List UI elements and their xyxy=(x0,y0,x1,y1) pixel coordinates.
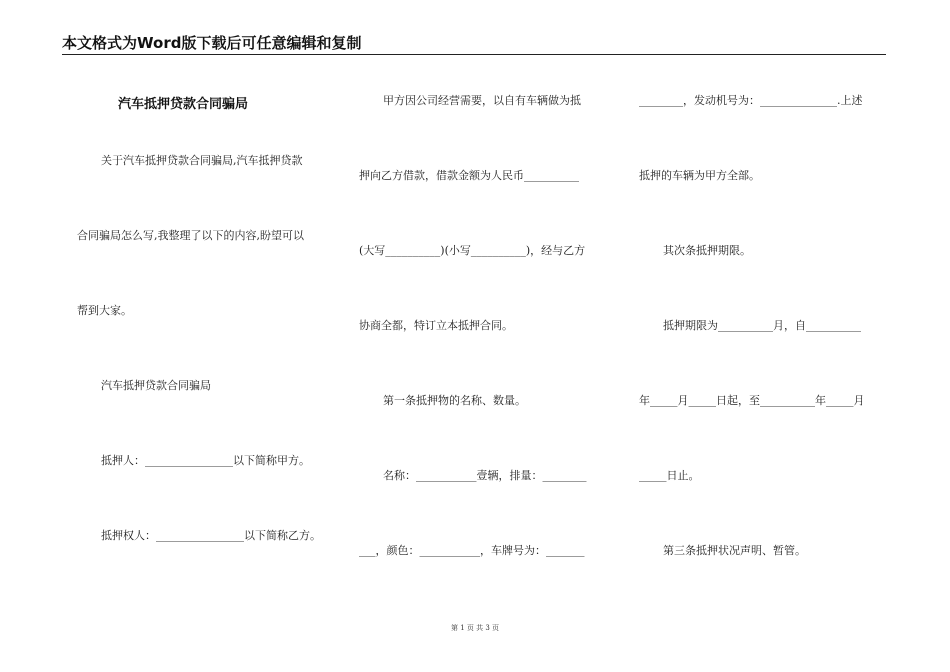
col2-line-6: 名称：___________壹辆，排量：________ xyxy=(383,469,587,482)
col3-line-6: _____日止。 xyxy=(639,469,700,482)
col1-line-5: 抵押人：________________以下简称甲方。 xyxy=(101,454,310,467)
header-divider xyxy=(62,54,886,55)
col3-line-1: ________，发动机号为：______________.上述 xyxy=(639,94,863,107)
col3-line-2: 抵押的车辆为甲方全部。 xyxy=(639,169,760,182)
col1-line-6: 抵押权人：________________以下简称乙方。 xyxy=(101,529,321,542)
col1-line-2: 合同骗局怎么写,我整理了以下的内容,盼望可以 xyxy=(77,229,304,242)
col1-line-3: 帮到大家。 xyxy=(77,304,132,317)
col1-line-1: 关于汽车抵押贷款合同骗局,汽车抵押贷款 xyxy=(101,154,303,167)
col2-line-5: 第一条抵押物的名称、数量。 xyxy=(383,394,526,407)
document-title: 汽车抵押贷款合同骗局 xyxy=(118,97,249,112)
col1-line-4: 汽车抵押贷款合同骗局 xyxy=(101,379,211,392)
page-number: 第 1 页 共 3 页 xyxy=(450,624,500,632)
col3-line-5: 年_____月_____日起，至__________年_____月 xyxy=(639,394,865,407)
col2-line-1: 甲方因公司经营需要，以自有车辆做为抵 xyxy=(383,94,581,107)
col2-line-7: ___，颜色：___________，车牌号为：_______ xyxy=(359,544,585,557)
col2-line-4: 协商全都，特订立本抵押合同。 xyxy=(359,319,513,332)
col3-line-7: 第三条抵押状况声明、暂管。 xyxy=(663,544,806,557)
col3-line-4: 抵押期限为__________月，自__________ xyxy=(663,319,861,332)
document-banner: 本文格式为Word版下载后可任意编辑和复制 xyxy=(62,34,362,52)
col3-line-3: 其次条抵押期限。 xyxy=(663,244,751,257)
col2-line-3: (大写__________)(小写__________)，经与乙方 xyxy=(359,244,586,257)
col2-line-2: 押向乙方借款，借款金额为人民币__________ xyxy=(359,169,579,182)
